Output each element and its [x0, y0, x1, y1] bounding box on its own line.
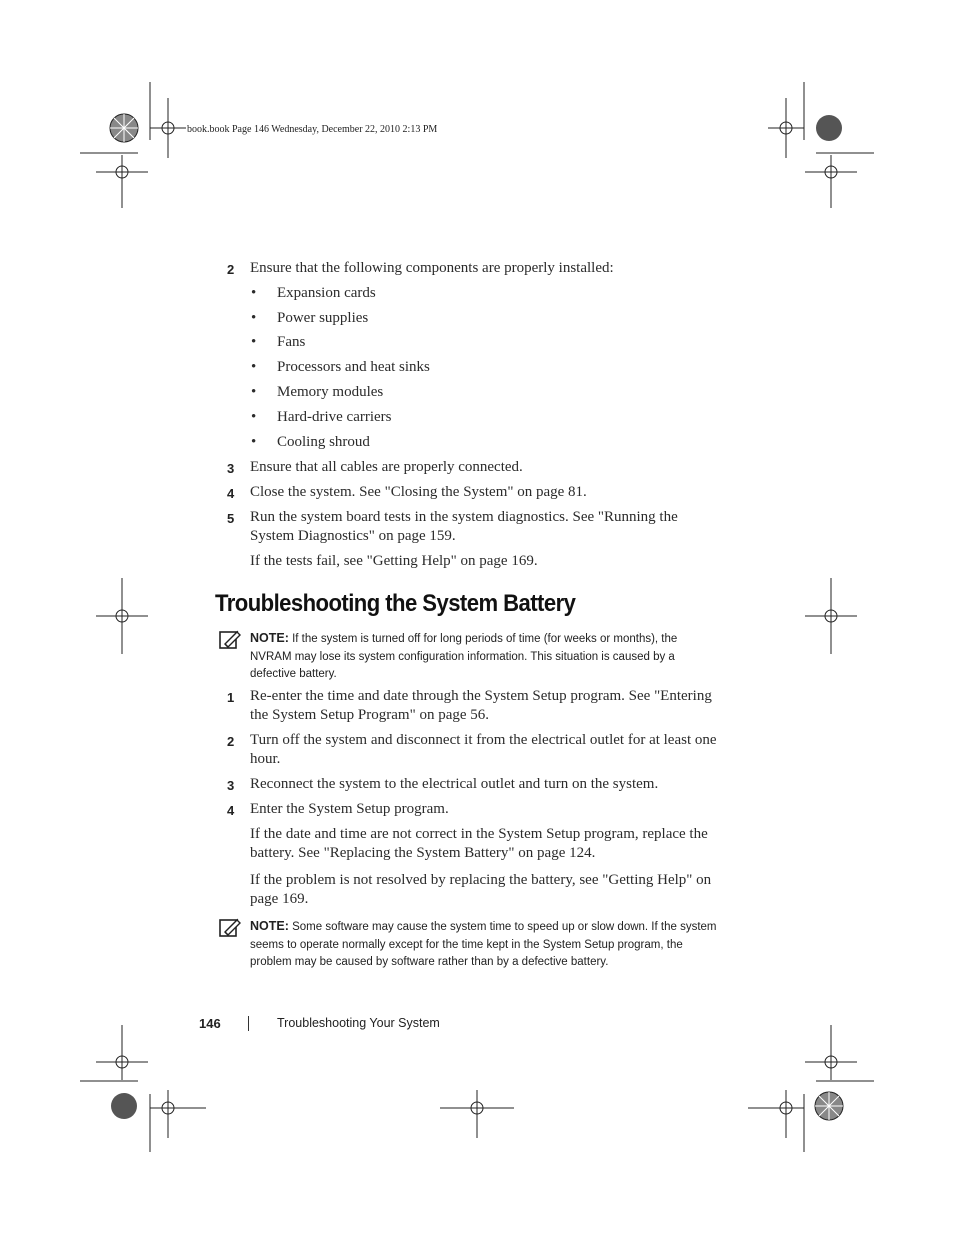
starburst-bottom-right [815, 1092, 843, 1120]
dark-circle-top-right [816, 115, 842, 141]
registration-mark-icon [805, 155, 857, 208]
dark-circle-bottom-left [111, 1093, 137, 1119]
step-number: 5 [227, 511, 235, 526]
bullet-item: Processors and heat sinks [277, 359, 430, 375]
section-heading: Troubleshooting the System Battery [215, 590, 576, 617]
step-number: 3 [227, 778, 235, 793]
step-number: 3 [227, 461, 235, 476]
step-number: 2 [227, 734, 235, 749]
bullet-item: Cooling shroud [277, 434, 370, 450]
starburst-top-left [110, 114, 138, 142]
note-1 [250, 630, 720, 684]
registration-mark-icon [96, 578, 148, 654]
bullet-dot: • [251, 359, 257, 375]
note-label: NOTE: [250, 919, 289, 933]
step-number: 4 [227, 486, 235, 501]
bullet-item: Fans [277, 334, 306, 350]
bullet-dot: • [251, 409, 257, 425]
note-text: If the system is turned off for long periods of time (for weeks or months), the NVRAM may lose its system configuration information. This situation is caused by a defective battery. [250, 633, 678, 680]
note-text: Some software may cause the system time to speed up or slow down. If the system seems to operate normally except for the time kept in the System Setup program, the problem may be caused by software rather than by a defective battery. [250, 921, 717, 968]
page-number: 146 [199, 1016, 221, 1031]
footer-chapter-title: Troubleshooting Your System [277, 1016, 440, 1030]
step-number: 2 [227, 262, 235, 277]
registration-mark-icon [150, 98, 186, 158]
note-2 [250, 918, 720, 972]
step-text: Reconnect the system to the electrical outlet and turn on the system. [250, 776, 659, 792]
step-number: 1 [227, 690, 235, 705]
bullet-dot: • [251, 310, 257, 326]
step-text: Re-enter the time and date through the System Setup program. See "Entering the System Setup Program" on page 56. [250, 688, 712, 723]
bullet-item: Power supplies [277, 310, 369, 326]
note-pencil-icon [219, 629, 241, 651]
tests-fail-paragraph: If the tests fail, see "Getting Help" on page 169. [250, 553, 538, 569]
bullet-item: Hard-drive carriers [277, 409, 392, 425]
date-time-paragraph: If the date and time are not correct in the System Setup program, replace the battery. See "Replacing the System Battery" on page 124. [250, 826, 708, 861]
bullet-dot: • [251, 334, 257, 350]
step-text: Close the system. See "Closing the System" on page 81. [250, 484, 587, 500]
step-text: Turn off the system and disconnect it from the electrical outlet for at least one hour. [250, 732, 717, 767]
registration-mark-icon [805, 1025, 857, 1080]
registration-mark-icon [768, 98, 804, 158]
note-pencil-icon [219, 917, 241, 939]
step-number: 4 [227, 803, 235, 818]
step-text: Run the system board tests in the system diagnostics. See "Running the System Diagnostics" on page 159. [250, 509, 678, 544]
note-label: NOTE: [250, 631, 289, 645]
registration-mark-icon [440, 1090, 514, 1138]
registration-mark-icon [96, 155, 148, 208]
bullet-item: Expansion cards [277, 285, 376, 301]
step-text: Ensure that all cables are properly connected. [250, 459, 523, 475]
bullet-dot: • [251, 384, 257, 400]
bullet-dot: • [251, 285, 257, 301]
registration-mark-icon [96, 1025, 148, 1080]
registration-mark-icon [805, 578, 857, 654]
step-text: Enter the System Setup program. [250, 801, 449, 817]
print-slug: book.book Page 146 Wednesday, December 22, 2010 2:13 PM [187, 124, 438, 135]
bullet-dot: • [251, 434, 257, 450]
footer-divider [248, 1016, 249, 1031]
registration-mark-icon [748, 1090, 804, 1138]
getting-help-paragraph: If the problem is not resolved by replacing the battery, see "Getting Help" on page 169. [250, 872, 712, 907]
bullet-item: Memory modules [277, 384, 384, 400]
step-text: Ensure that the following components are properly installed: [250, 260, 614, 276]
registration-mark-icon [150, 1090, 206, 1138]
